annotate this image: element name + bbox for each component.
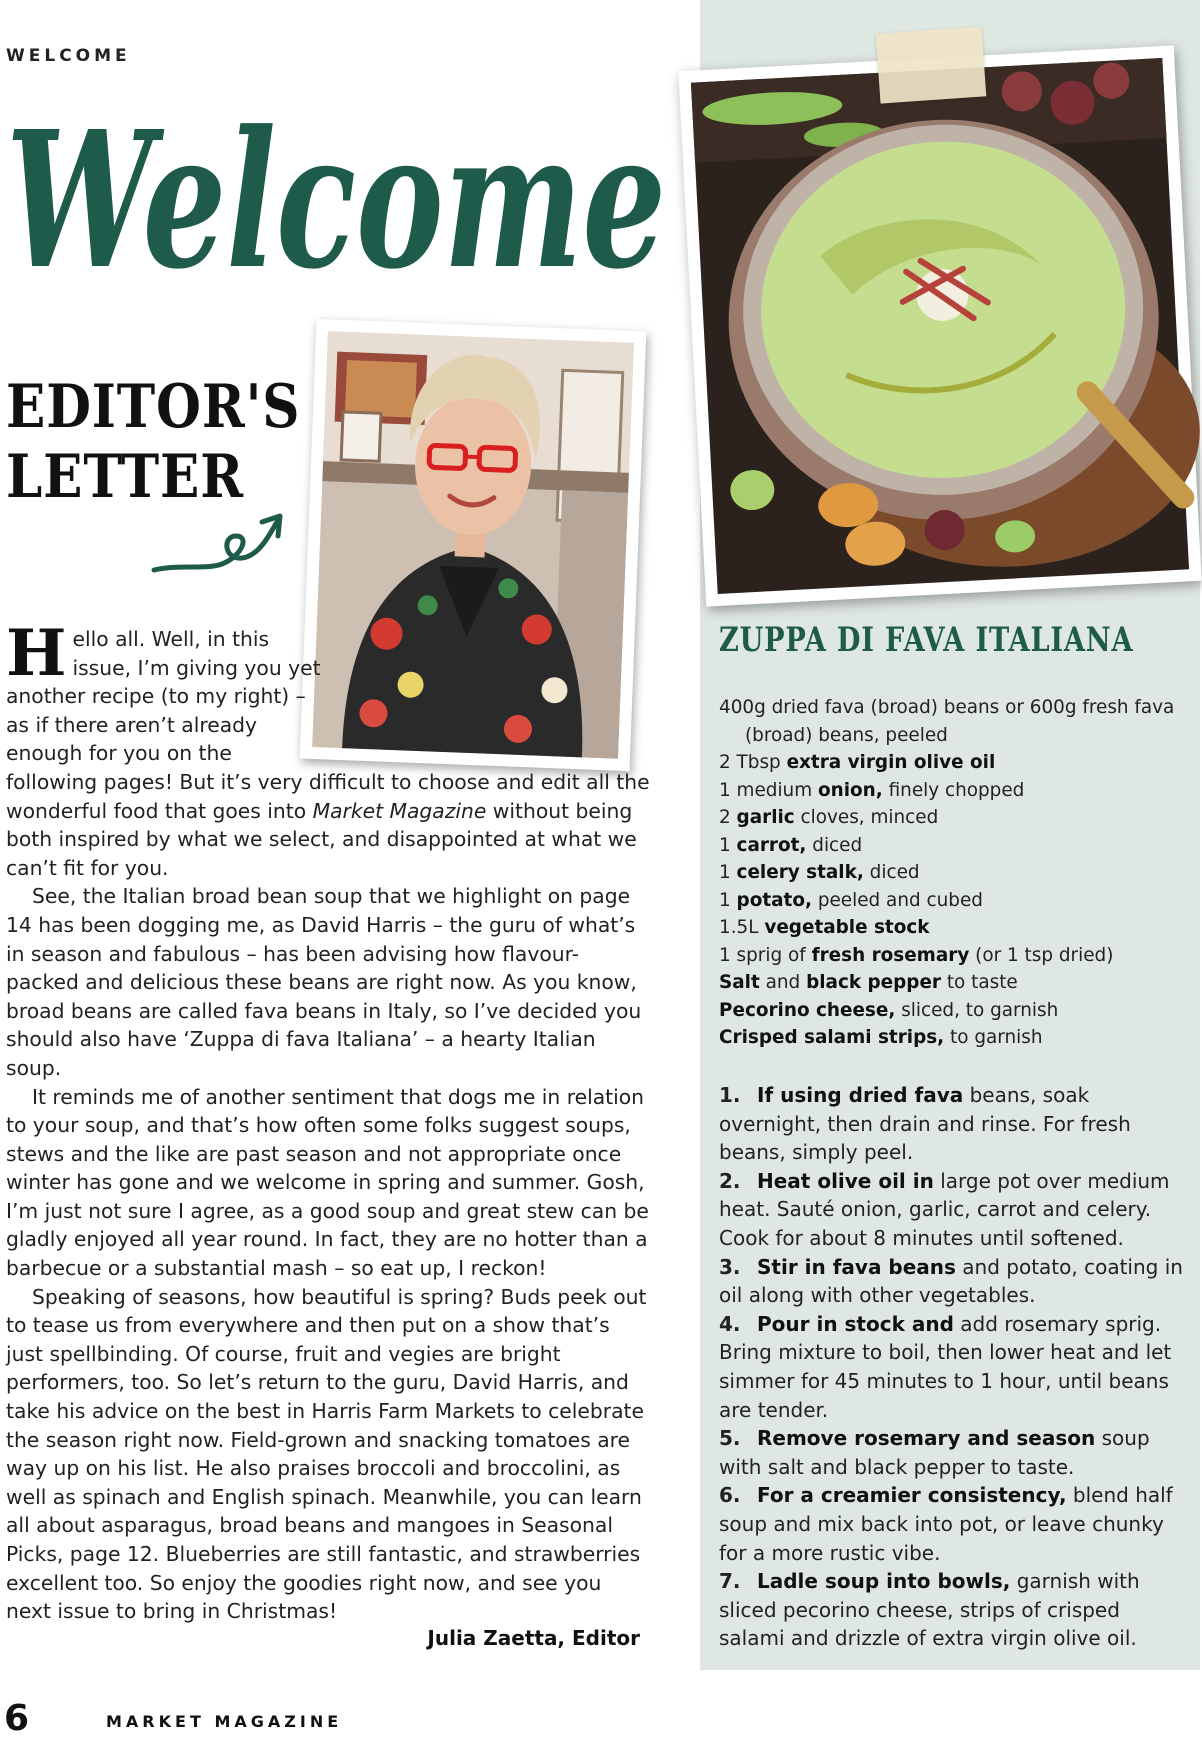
method-step: 2. Heat olive oil in large pot over medium heat. Sauté onion, garlic, carrot and celery. Cook for about 8 minutes until softened. — [719, 1168, 1170, 1250]
ingredients-list — [719, 694, 1189, 1052]
ingredient-item: 2 Tbsp extra virgin olive oil — [719, 752, 996, 773]
letter-paragraph-3: It reminds me of another sentiment that dogs me in relation to your soup, and that’s how often some folks suggest soups, stews and the like are past season and not appropriate once winter has gone and we welcome in spring and summer. Gosh, I’m just not sure I agree, as a good soup and great stew can be gladly enjoyed all year round. In fact, they are no hotter than a barbecue or a substantial mash – so eat up, I reckon! — [6, 1084, 649, 1281]
curly-arrow-icon — [150, 508, 285, 583]
tape-strip — [876, 26, 987, 103]
ingredient-item: Pecorino cheese, sliced, to garnish — [719, 999, 1059, 1021]
editors-letter-heading — [6, 372, 300, 512]
ingredient-item: 1.5L vegetable stock — [719, 917, 930, 938]
method-step: 4. Pour in stock and add rosemary sprig. Bring mixture to boil, then lower heat and let simmer for 45 minutes to 1 hour, until beans are tender. — [719, 1311, 1172, 1422]
magazine-name: Market Magazine — [312, 798, 487, 823]
ingredient-item: 400g dried fava (broad) beans or 600g fresh fava (broad) beans, peeled — [719, 697, 1175, 746]
editors-letter-body — [6, 616, 651, 1626]
ingredient-item: 1 sprig of fresh rosemary (or 1 tsp dried) — [719, 944, 1114, 966]
editor-signature: Julia Zaetta, Editor — [427, 1626, 640, 1650]
method-step: 6. For a creamier consistency, blend half soup and mix back into pot, or leave chunky for a more rustic vibe. — [719, 1483, 1173, 1565]
welcome-script-title — [0, 70, 680, 310]
method-step: 1. If using dried fava beans, soak overnight, then drain and rinse. For fresh beans, simply peel. — [719, 1083, 1131, 1165]
letter-paragraph-2: See, the Italian broad bean soup that we highlight on page 14 has been dogging me, as David Harris – the guru of what’s in season and fabulous – has been advising how flavour-packed and delicious these beans are right now. As you know, broad beans are called fava beans in Italy, so I’ve decided you should also have ‘Zuppa di fava Italiana’ – a hearty Italian soup. — [6, 884, 642, 1080]
recipe-photo — [678, 45, 1201, 606]
drop-cap: H — [6, 616, 67, 691]
letter-paragraph-4: Speaking of seasons, how beautiful is spring? Buds peek out to tease us from everywhere and then put on a show that’s just spellbinding. Of course, fruit and vegies are bright performers, too. So let’s return to the guru, David Harris, and take his advice on the best in Harris Farm Markets to celebrate the season right now. Field-grown and snacking tomatoes are way up on his list. He also praises broccoli and broccolini, as well as spinach and English spinach. Meanwhile, you can learn all about asparagus, broad beans and mangoes in Seasonal Picks, page 12. Blueberries are still fantastic, and strawberries excellent too. So enjoy the goodies right now, and see you next issue to bring in Christmas! — [6, 1284, 647, 1624]
ingredient-item: Salt and black pepper to taste — [719, 972, 1018, 993]
footer-magazine-name: MARKET MAGAZINE — [106, 1712, 343, 1731]
method-step: 7. Ladle soup into bowls, garnish with sliced pecorino cheese, strips of crisped salami and drizzle of extra virgin olive oil. — [719, 1569, 1140, 1651]
welcome-title-text: Welcome — [6, 90, 666, 311]
ingredient-item: 1 celery stalk, diced — [719, 862, 920, 883]
ingredient-item: 1 potato, peeled and cubed — [719, 889, 983, 911]
recipe-title: ZUPPA DI FAVA ITALIANA — [719, 620, 1134, 660]
soup-pot-image — [691, 58, 1189, 594]
ingredient-item: 2 garlic cloves, minced — [719, 807, 939, 828]
letter-paragraph-1: Hello all. Well, in this issue, I’m giving you yet another recipe (to my right) – as if there aren’t already enough for you on the following pages! But it’s very difficult to choose and edit all the wonderful food that goes into Market Magazine without being both inspired by what we select, and disappointed at what we can’t fit for you. — [6, 616, 650, 880]
method-step: 5. Remove rosemary and season soup with salt and black pepper to taste. — [719, 1426, 1150, 1479]
ingredient-item: 1 carrot, diced — [719, 834, 863, 856]
ingredient-item: 1 medium onion, finely chopped — [719, 779, 1025, 801]
editors-letter-heading-line2: LETTER — [6, 442, 244, 512]
ingredient-item: Crisped salami strips, to garnish — [719, 1027, 1043, 1048]
method-steps — [719, 1081, 1189, 1653]
page-number: 6 — [4, 1698, 30, 1739]
section-tag: WELCOME — [6, 46, 131, 66]
editors-letter-heading-line1: EDITOR'S — [6, 372, 301, 442]
method-step: 3. Stir in fava beans and potato, coating in oil along with other vegetables. — [719, 1254, 1183, 1308]
